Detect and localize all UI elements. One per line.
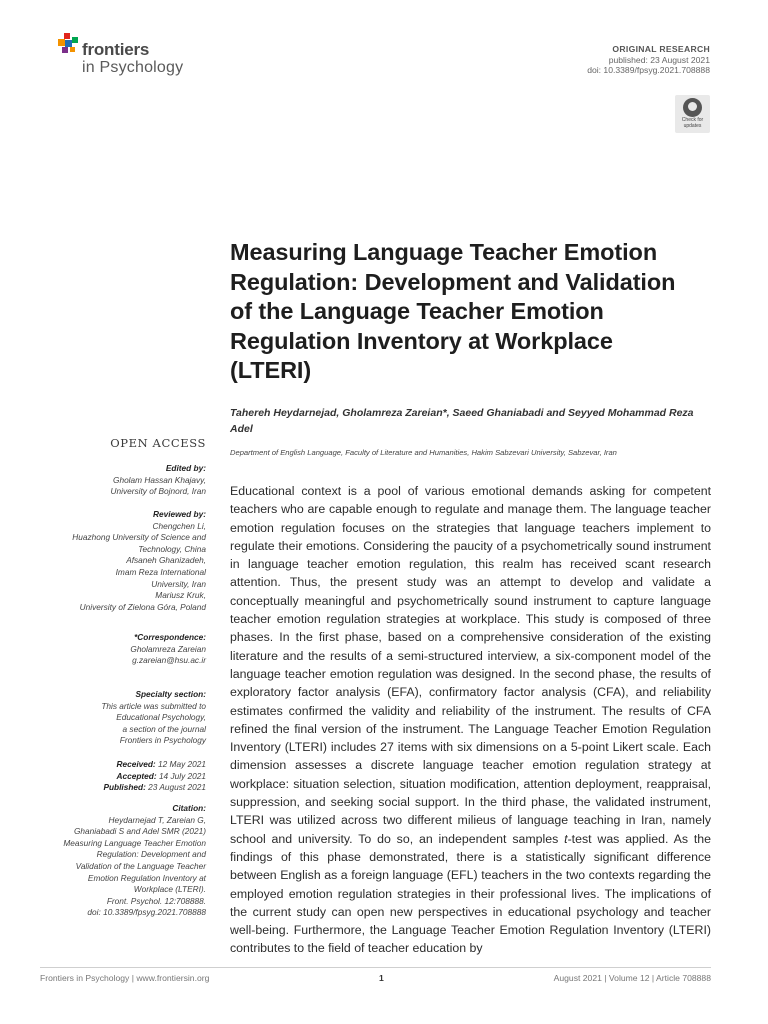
reviewer-line: Technology, China (138, 543, 206, 554)
edited-by-label: Edited by: (165, 463, 206, 473)
citation-section (40, 803, 206, 919)
affiliation: Department of English Language, Faculty of Literature and Humanities, Hakim Sabzevari University, Sabzevar, Iran (230, 448, 617, 457)
citation-line: Measuring Language Teacher Emotion (63, 837, 206, 848)
reviewer-line: Afsaneh Ghanizadeh, (126, 555, 206, 566)
abstract-t-symbol: t (564, 831, 568, 846)
reviewed-by-label: Reviewed by: (152, 509, 206, 519)
specialty-line: This article was submitted to (101, 700, 206, 711)
received-label: Received: (116, 759, 156, 769)
journal-name: in Psychology (82, 59, 184, 76)
received-line (40, 759, 206, 771)
article-type: ORIGINAL RESEARCH (612, 44, 710, 54)
article-doi[interactable]: doi: 10.3389/fpsyg.2021.708888 (587, 65, 710, 76)
page-number: 1 (379, 973, 384, 983)
specialty-line: a section of the journal (122, 723, 206, 734)
reviewer-line: Chengchen Li, (152, 520, 206, 531)
citation-label: Citation: (172, 803, 206, 813)
specialty-line: Educational Psychology, (116, 712, 206, 723)
check-for-updates-button[interactable] (675, 95, 710, 133)
reviewer-line: Mariusz Kruk, (155, 590, 206, 601)
accepted-line (40, 771, 206, 783)
published-line (40, 782, 206, 794)
correspondence-email[interactable]: g.zareian@hsu.ac.ir (132, 655, 206, 666)
citation-line: Ghaniabadi S and Adel SMR (2021) (73, 826, 206, 837)
abstract-text-continued: -test was applied. As the findings of this phase demonstrated, there is a statistically significant difference between English as a foreign language (EFL) teachers in the two contexts regarding the employed emotion regulation strategies in their professional lives. The implications of the current study can open new perspectives in educational psychology and teacher well-being. Furthermore, the Language Teacher Emotion Regulation Inventory (LTERI) contributes to the field of teacher education by (230, 831, 711, 956)
reviewer-line: University of Zielona Góra, Poland (79, 601, 206, 612)
citation-line: Workplace (LTERI). (133, 884, 206, 895)
received-date: 12 May 2021 (158, 759, 206, 769)
citation-line: Validation of the Language Teacher (75, 860, 206, 871)
check-updates-icon (683, 98, 702, 117)
accepted-date: 14 July 2021 (158, 770, 206, 781)
correspondence-section (40, 632, 206, 667)
dates-section (40, 759, 206, 794)
editor-line: Gholam Hassan Khajavy, (113, 474, 206, 485)
open-access-label: OPEN ACCESS (110, 436, 206, 450)
citation-line: Emotion Regulation Inventory at (87, 872, 206, 883)
specialty-label: Specialty section: (135, 689, 206, 699)
accepted-label: Accepted: (116, 770, 157, 781)
reviewer-line: Huazhong University of Science and (72, 532, 206, 543)
correspondence-label: *Correspondence: (134, 632, 206, 642)
citation-line[interactable]: doi: 10.3389/fpsyg.2021.708888 (87, 907, 206, 918)
brand-name: frontiers (82, 40, 150, 59)
article-title: Measuring Language Teacher Emotion Regulation: Development and Validation of the Language Teacher Emotion Regulation Inventory at Workplace (LTERI) (230, 239, 676, 383)
reviewer-line: Imam Reza International (115, 566, 206, 577)
citation-line: Regulation: Development and (96, 849, 206, 860)
abstract (230, 482, 711, 958)
footer-divider (40, 967, 711, 968)
published-date-side: 23 August 2021 (148, 782, 206, 793)
edited-by-section (40, 463, 206, 498)
correspondence-name: Gholamreza Zareian (130, 643, 206, 654)
reviewed-by-section (40, 509, 206, 613)
specialty-line: Frontiers in Psychology (119, 735, 206, 746)
abstract-text: Educational context is a pool of various emotional demands asking for competent teachers who are capable enough to regulate and manage them. The language teacher emotion regulation focuses on the strategies that language teachers implement to regulate their emotions. Considering the paucity of a psychometrically sound instrument in language teacher emotion regulation, this realm has received scant research attention. Thus, the present study was an attempt to develop and validate a conceptually meaningful and psychometrically sound instrument to capture language teacher emotion regulation strategies at workplace. This study is composed of three phases. In the first phase, based on a comprehensive consideration of the existing literature and the results of a semi-structured interview, a six-component model of the language teacher emotion regulation was designed. In the second phase, the results of exploratory factor analysis (EFA), confirmatory factor analysis (CFA), and reliability estimates confirmed the validity and reliability of the instrument. The results of CFA refined the final version of the instrument. The Language Teacher Emotion Regulation Inventory (LTERI) includes 27 items with six dimensions on a 5-point Likert scale. Each dimension assesses a discrete language teacher emotion regulation strategy at workplace: situation selection, situation modification, attention deployment, reappraisal, suppression, and seeking social support. In the third phase, the validated instrument, LTERI was utilized across two different milieus of language teaching in Iran, namely school and university. To do so, an independent samples (230, 484, 711, 846)
footer-issue-info: August 2021 | Volume 12 | Article 708888 (553, 973, 711, 983)
citation-line: Front. Psychol. 12:708888. (106, 895, 206, 906)
journal-logo[interactable] (58, 33, 208, 83)
reviewer-line: University, Iran (151, 578, 206, 589)
published-date: published: 23 August 2021 (608, 54, 710, 65)
published-label: Published: (103, 782, 146, 793)
check-updates-label: Check for updates (681, 117, 704, 129)
footer-journal-link[interactable]: Frontiers in Psychology | www.frontiersin.org (40, 973, 210, 983)
citation-line: Heydarnejad T, Zareian G, (108, 814, 206, 825)
specialty-section (40, 689, 206, 747)
editor-line: University of Bojnord, Iran (110, 486, 206, 497)
frontiers-logo-icon (58, 33, 80, 57)
article-meta (587, 44, 710, 76)
author-list[interactable]: Tahereh Heydarnejad, Gholamreza Zareian*, Saeed Ghaniabadi and Seyyed Mohammad Reza Adel (230, 407, 694, 435)
